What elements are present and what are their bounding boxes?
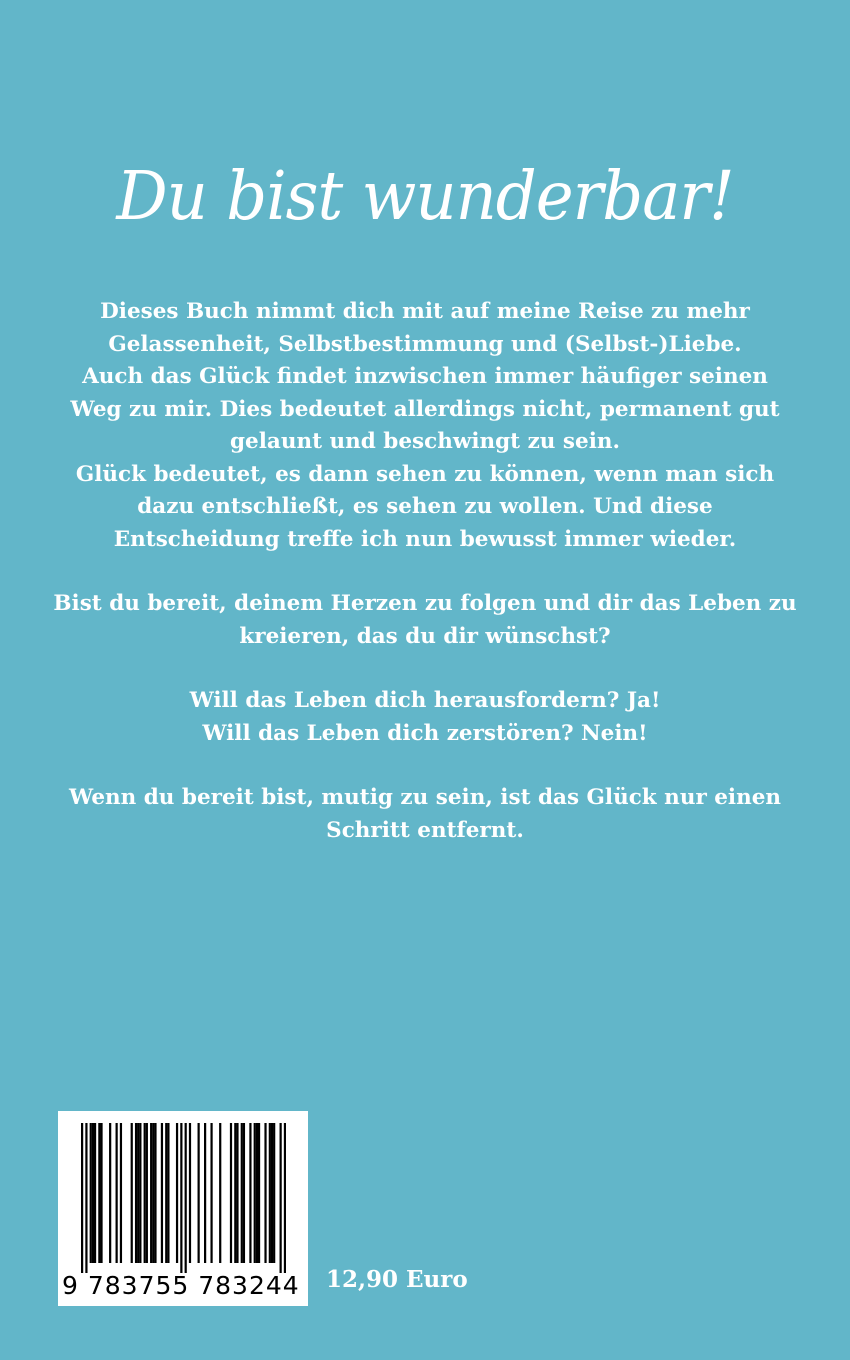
isbn-barcode: [58, 1111, 308, 1306]
blurb-line: Wenn du bereit bist, mutig zu sein, ist das Glück nur einen: [68, 785, 782, 810]
barcode-bar: [109, 1123, 111, 1263]
blurb-line: Dieses Buch nimmt dich mit auf meine Reise zu mehr: [100, 299, 750, 324]
barcode-bar: [210, 1123, 212, 1263]
blurb-line: Will das Leben dich zerstören? Nein!: [202, 720, 648, 746]
blurb-line: gelaunt und beschwingt zu sein.: [230, 429, 620, 454]
barcode-bar: [131, 1123, 133, 1263]
blurb-line: Auch das Glück findet inzwischen immer häufiger seinen: [82, 364, 768, 389]
barcode-bar: [116, 1123, 118, 1263]
barcode-bar: [284, 1123, 286, 1273]
barcode-bar: [135, 1123, 137, 1263]
blurb-line: kreieren, das du dir wünschst?: [239, 623, 611, 649]
blurb-line: Entscheidung treffe ich nun bewusst immer wieder.: [113, 526, 737, 552]
barcode-bar: [146, 1123, 148, 1263]
barcode-bar: [154, 1123, 156, 1263]
barcode-bar: [258, 1123, 260, 1263]
blurb-text: [40, 296, 810, 847]
barcode-bar: [280, 1123, 282, 1273]
barcode-bar: [198, 1123, 200, 1263]
barcode-bar: [243, 1123, 245, 1263]
barcode-bar: [85, 1123, 87, 1273]
barcode-bar: [180, 1123, 182, 1273]
barcode-bar: [254, 1123, 256, 1263]
barcode-bar: [176, 1123, 178, 1263]
barcode-bar: [100, 1123, 102, 1263]
barcode-bar: [150, 1123, 152, 1263]
barcode-bars: [81, 1123, 286, 1273]
barcode-bar: [120, 1123, 122, 1263]
barcode-bar: [137, 1123, 139, 1263]
barcode-bar: [219, 1123, 221, 1263]
blurb-line: Gelassenheit, Selbstbestimmung und (Selbst-)Liebe.: [108, 331, 742, 357]
price-label: 12,90 Euro: [326, 1266, 468, 1293]
barcode-bar: [98, 1123, 100, 1263]
blurb-line: Glück bedeutet, es dann sehen zu können, wenn man sich: [75, 461, 775, 487]
blurb-line: dazu entschließt, es sehen zu wollen. Und diese: [137, 494, 713, 519]
barcode-bar: [144, 1123, 146, 1263]
barcode-bar: [249, 1123, 251, 1263]
barcode-bar: [273, 1123, 275, 1263]
barcode-bar: [189, 1123, 191, 1263]
isbn-number: 9 783755 783244: [62, 1271, 300, 1300]
blurb-line: Will das Leben dich herausfordern? Ja!: [189, 688, 661, 713]
barcode-bar: [161, 1123, 163, 1263]
blurb-line: Schritt entfernt.: [326, 817, 524, 843]
barcode-bar: [90, 1123, 92, 1263]
barcode-bar: [271, 1123, 273, 1263]
blurb-line: Bist du bereit, deinem Herzen zu folgen und dir das Leben zu: [53, 591, 797, 616]
blurb-line: Weg zu mir. Dies bedeutet allerdings nicht, permanent gut: [70, 396, 780, 422]
barcode-bar: [165, 1123, 167, 1263]
barcode-bar: [230, 1123, 232, 1263]
barcode-bar: [92, 1123, 94, 1263]
barcode-bar: [185, 1123, 187, 1273]
barcode-bar: [94, 1123, 96, 1263]
barcode-bar: [167, 1123, 169, 1263]
barcode-bar: [256, 1123, 258, 1263]
barcode-bar: [264, 1123, 266, 1263]
barcode-bar: [241, 1123, 243, 1263]
barcode-bar: [269, 1123, 271, 1263]
cover-title: Du bist wunderbar!: [116, 158, 734, 236]
barcode-bar: [204, 1123, 206, 1263]
barcode-bar: [234, 1123, 236, 1263]
barcode-bar: [139, 1123, 141, 1263]
barcode-bar: [236, 1123, 238, 1263]
barcode-bar: [152, 1123, 154, 1263]
barcode-bar: [81, 1123, 83, 1273]
